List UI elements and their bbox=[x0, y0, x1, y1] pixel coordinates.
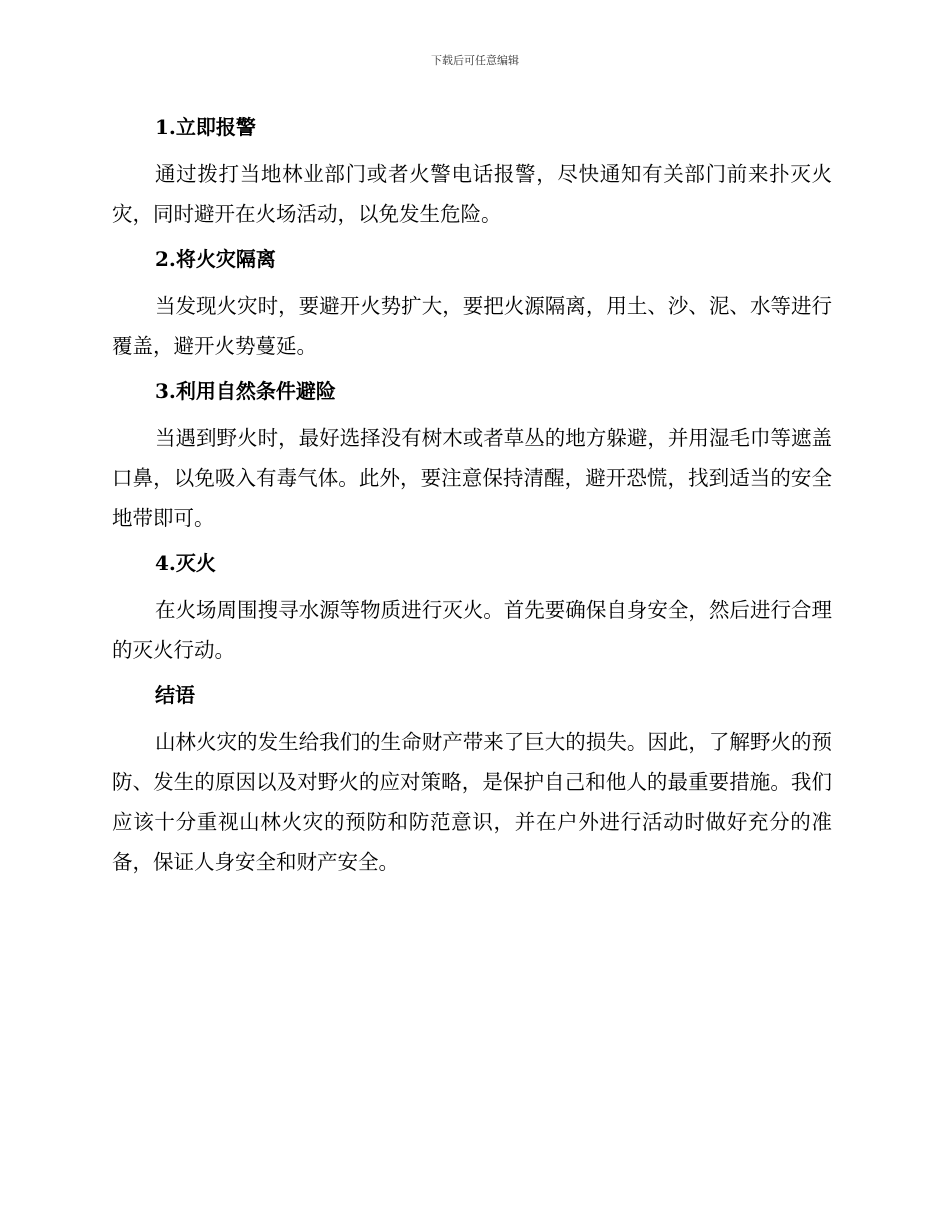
section-heading-report: 1.立即报警 bbox=[155, 115, 256, 139]
section-paragraph: 在火场周围搜寻水源等物质进行灭火。首先要确保自身安全，然后进行合理的灭火行动。 bbox=[112, 598, 832, 662]
document-body bbox=[112, 112, 832, 882]
section-paragraph: 当遇到野火时，最好选择没有树木或者草丛的地方躲避，并用湿毛巾等遮盖口鼻，以免吸入有毒气体。此外，要注意保持清醒，避开恐慌，找到适当的安全地带即可。 bbox=[112, 426, 832, 530]
section-paragraph: 当发现火灾时，要避开火势扩大，要把火源隔离，用土、沙、泥、水等进行覆盖，避开火势蔓延。 bbox=[112, 294, 832, 358]
section-paragraph: 通过拨打当地林业部门或者火警电话报警，尽快通知有关部门前来扑灭火灾，同时避开在火场活动，以免发生危险。 bbox=[112, 162, 832, 226]
section-paragraph: 山林火灾的发生给我们的生命财产带来了巨大的损失。因此，了解野火的预防、发生的原因以及对野火的应对策略，是保护自己和他人的最重要措施。我们应该十分重视山林火灾的预防和防范意识，并在户外进行活动时做好充分的准备，保证人身安全和财产安全。 bbox=[112, 730, 832, 874]
section-heading-extinguish: 4.灭火 bbox=[155, 551, 216, 575]
section-heading-conclusion: 结语 bbox=[155, 683, 195, 707]
section-heading-shelter: 3.利用自然条件避险 bbox=[155, 379, 336, 403]
section-heading-isolate: 2.将火灾隔离 bbox=[155, 247, 276, 271]
page-header: 下载后可任意编辑 bbox=[431, 54, 519, 67]
